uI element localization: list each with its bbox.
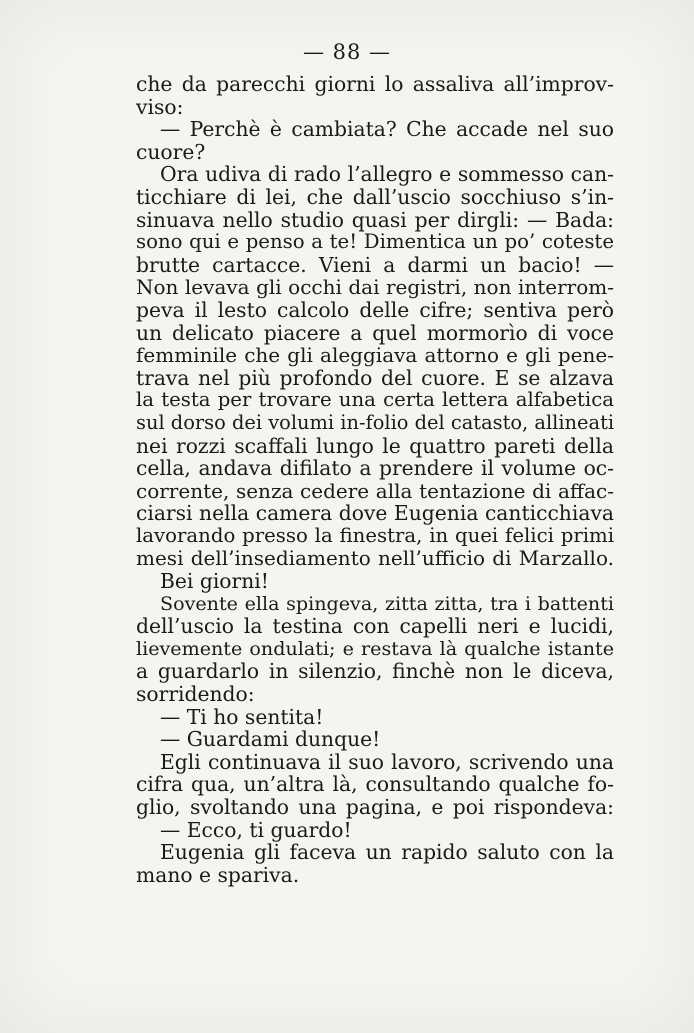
text-line: — Perchè è cambiata? Che accade nel suo: [160, 117, 614, 142]
text-line: Non levava gli occhi dai registri, non interrom-: [136, 275, 614, 300]
text-line: peva il lesto calcolo delle cifre; sentiva però: [136, 297, 614, 322]
text-line: dell’uscio la testina con capelli neri e lucidi,: [136, 614, 614, 639]
text-line: Bei giorni!: [160, 569, 269, 594]
text-line: a guardarlo in silenzio, finchè non le diceva,: [136, 659, 614, 684]
text-line: lavorando presso la finestra, in quei felici primi: [136, 523, 614, 547]
text-line: nei rozzi scaffali lungo le quattro pareti della: [136, 433, 614, 458]
text-line: sinuava nello studio quasi per dirgli: — Bada:: [136, 207, 614, 232]
text-line: la testa per trovare una certa lettera alfabetica: [136, 388, 614, 412]
text-line: brutte cartacce. Vieni a darmi un bacio! —: [136, 252, 614, 277]
text-line: Egli continuava il suo lavoro, scrivendo una: [160, 749, 614, 774]
text-line: viso:: [136, 94, 184, 119]
text-line: cifra qua, un’altra là, consultando qualche fo-: [136, 772, 614, 797]
text-line: che da parecchi giorni lo assaliva all’improv-: [136, 72, 614, 96]
text-line: Eugenia gli faceva un rapido saluto con la: [160, 840, 614, 865]
text-line: un delicato piacere a quel mormorìo di voce: [136, 320, 614, 345]
text-line: — Ecco, ti guardo!: [160, 817, 352, 842]
text-line: trava nel più profondo del cuore. E se alzava: [136, 365, 614, 390]
text-line: Ora udiva di rado l’allegro e sommesso can-: [160, 162, 614, 187]
text-line: — Guardami dunque!: [160, 727, 381, 752]
text-line: mesi dell’insediamento nell’ufficio di Marzallo.: [136, 546, 614, 571]
page-number: — 88 —: [302, 40, 392, 64]
text-line: femminile che gli aleggiava attorno e gli pene-: [136, 343, 614, 368]
text-line: — Ti ho sentita!: [160, 704, 324, 729]
text-line: sul dorso dei volumi in-folio del catasto, allineati: [136, 410, 615, 434]
text-line: ciarsi nella camera dove Eugenia canticchiava: [136, 501, 614, 526]
text-line: ticchiare di lei, che dall’uscio socchiuso s’in-: [136, 184, 614, 209]
text-line: lievemente ondulati; e restava là qualche istante: [136, 636, 614, 660]
text-line: sono qui e penso a te! Dimentica un po’ coteste: [136, 230, 614, 254]
text-line: Sovente ella spingeva, zitta zitta, tra i battenti: [160, 591, 614, 615]
text-line: cella, andava difilato a prendere il volume oc-: [136, 456, 614, 481]
text-line: mano e spariva.: [136, 862, 300, 887]
text-line: glio, svoltando una pagina, e poi rispondeva:: [136, 795, 614, 819]
text-line: sorridendo:: [136, 682, 255, 707]
body-text: [136, 73, 614, 886]
text-line: corrente, senza cedere alla tentazione di affac-: [136, 478, 614, 503]
text-line: cuore?: [136, 139, 206, 164]
